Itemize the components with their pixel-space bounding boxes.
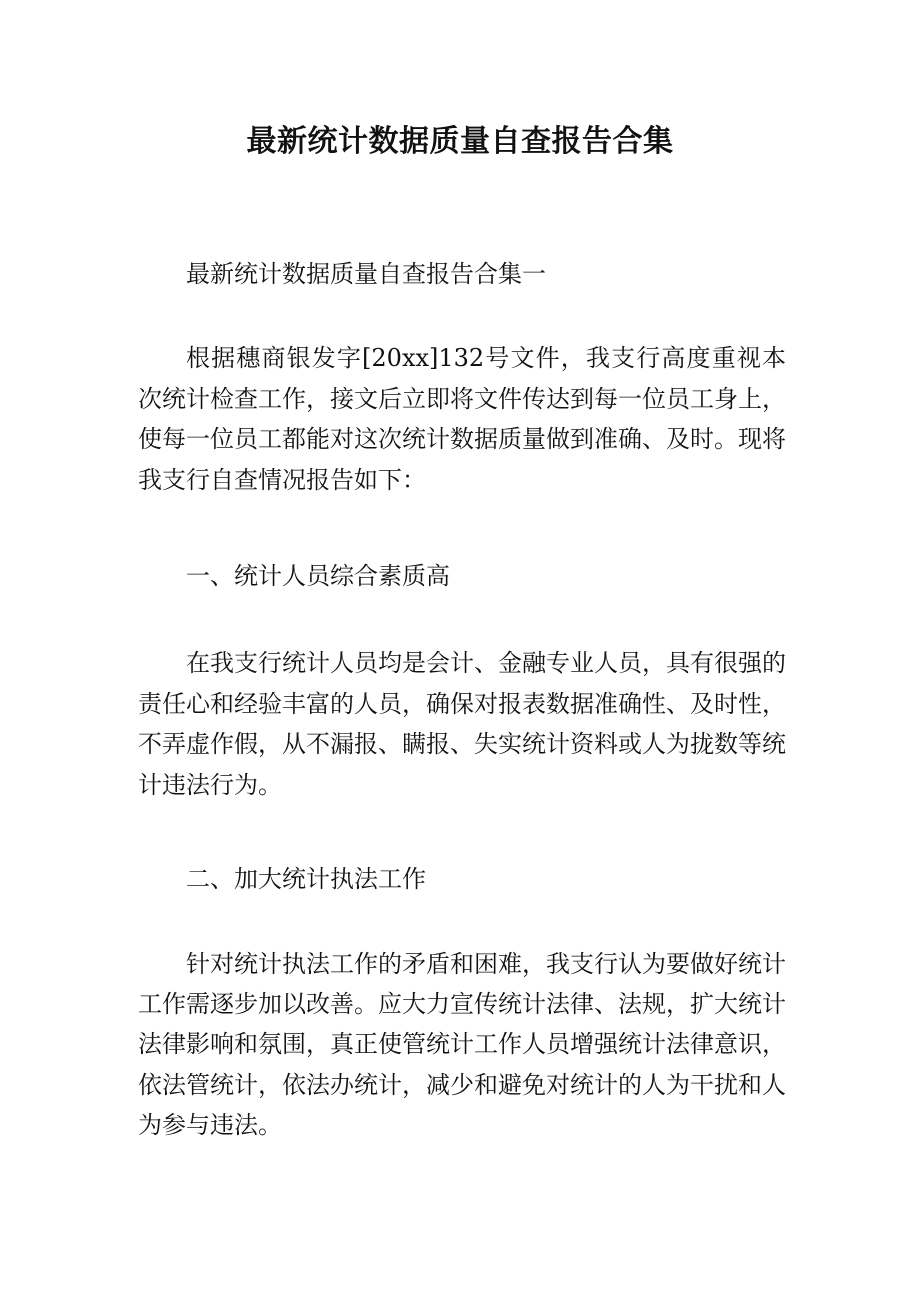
section-heading-2: 二、加大统计执法工作 — [186, 865, 426, 893]
document-subtitle: 最新统计数据质量自查报告合集一 — [186, 260, 546, 288]
paragraph-section-1: 在我支行统计人员均是会计、金融专业人员，具有很强的责任心和经验丰富的人员，确保对报表数据准确性、及时性，不弄虚作假，从不漏报、瞒报、失实统计资料或人为拢数等统计违法行为。 — [138, 649, 786, 800]
paragraph-intro: 根据穗商银发字[20xx]132号文件，我支行高度重视本次统计检查工作，接文后立即将文件传达到每一位员工身上，使每一位员工都能对这次统计数据质量做到准确、及时。现将我支行自查情况报告如下： — [138, 344, 786, 495]
document-title: 最新统计数据质量自查报告合集 — [246, 124, 674, 159]
paragraph-section-2: 针对统计执法工作的矛盾和困难，我支行认为要做好统计工作需逐步加以改善。应大力宣传统计法律、法规，扩大统计法律影响和氛围，真正使管统计工作人员增强统计法律意识，依法管统计，依法办统计，减少和避免对统计的人为干扰和人为参与违法。 — [138, 950, 786, 1139]
section-heading-1: 一、统计人员综合素质高 — [186, 562, 450, 590]
